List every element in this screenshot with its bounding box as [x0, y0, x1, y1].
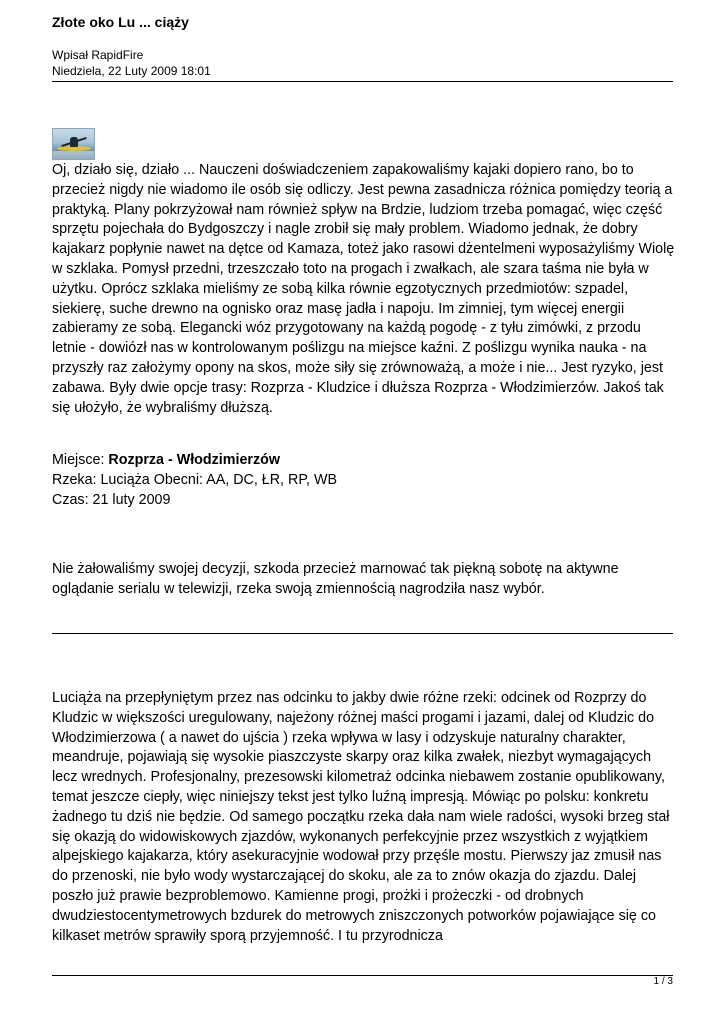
place-label: Miejsce: — [52, 452, 109, 468]
place-value: Rozprza - Włodzimierzów — [108, 452, 280, 468]
time-line: Czas: 21 luty 2009 — [52, 491, 171, 508]
river-line: Rzeka: Luciąża Obecni: AA, DC, ŁR, RP, WB — [52, 471, 337, 488]
footer-divider — [52, 975, 673, 976]
trip-info — [52, 451, 677, 510]
paddler-shape — [70, 137, 78, 147]
section-divider — [52, 633, 673, 634]
intro-paragraph: Oj, działo się, działo ... Nauczeni doświadczeniem zapakowaliśmy kajaki dopiero rano, bo to przecież nigdy nie wiadomo ile osób się odliczy. Jest pewna zasadnicza różnica pomiędzy teorią a praktyką. Plany pokrzyżował nam również spływ na Brdzie, ludziom trzeba pomagać, więc część sprzętu pojechała do Bydgoszczy i nagle zrobił się mały problem. Wiadomo jednak, że dobry kajakarz popłynie nawet na dętce od Kamaza, toteż jako rasowi dżentelmeni wyposażyliśmy Wiolę w szklaka. Pomysł przedni, trzeszczało toto na progach i zwałkach, ale szara taśma nie była w użytku. Oprócz szklaka mieliśmy ze sobą kilka równie egzotycznych przedmiotów: szpadel, siekierę, suche drewno na ognisko oraz masę jadła i napoju. Im zimniej, tym więcej energii zabieramy ze sobą. Elegancki wóz przygotowany na każdą pogodę - z tyłu zimówki, z przodu letnie - dowiózł nas w kontrolowanym poślizgu na miejsce kaźni. Z poślizgu wynika nauka - na przyszły raz założymy opony na skos, może siły się zrównoważą, a może i nie... Jest ryzyko, jest zabawa. Były dwie opcje trasy: Rozprza - Kludzice i dłuższa Rozprza - Włodzimierzów. Jakoś tak się ułożyło, że wybraliśmy dłuższą. — [52, 162, 675, 416]
article-title: Złote oko Lu ... ciąży — [52, 14, 189, 30]
body-paragraph: Luciąża na przepłyniętym przez nas odcinku to jakby dwie różne rzeki: odcinek od Rozprzy do Kludzic w większości uregulowany, najeżony różnej maści progami i jazami, dalej od Kludzic do Włodzimierzowa ( a nawet do ujścia ) rzeka wpływa w lasy i odzyskuje naturalny charakter, meandruje, pojawiają się wysokie piaszczyste skarpy oraz kilka zwałek, niezbyt wymagających lecz wrednych. Profesjonalny, prezesowski kilometraż odcinka niebawem zostanie opublikowany, temat jeszcze ciepły, więc niniejszy tekst jest tylko luźną impresją. Mówiąc po polsku: konkretu żadnego tu dziś nie będzie. Od samego początku rzeka dała nam wiele radości, wysoki brzeg stał się okazją do widowiskowych zjazdów, wykonanych perfekcyjnie przez wszystkich z wyjątkiem alpejskiego kajakarza, który asekuracyjnie wodował przy przęśle mostu. Pierwszy jaz zmusił nas do przenoski, nie było wody wystarczającej do skoku, ale za to znów okazja do zjazdu. Dalej poszło już prawie bezproblemowo. Kamienne progi, prożki i prożeczki - od drobnych dwudziestocentymetrowych bzdurek do metrowych zniszczonych potworków pojawiające się co kilkaset metrów sprawiły sporą przyjemność. I tu przyrodnicza — [52, 690, 670, 944]
article-meta — [52, 47, 211, 79]
page-number: 1 / 3 — [653, 976, 673, 987]
author-line: Wpisał RapidFire — [52, 48, 144, 62]
water-shape — [53, 151, 95, 160]
date-line: Niedziela, 22 Luty 2009 18:01 — [52, 64, 211, 78]
header-divider — [52, 81, 673, 82]
kayak-photo-thumbnail[interactable] — [52, 128, 95, 160]
place-line — [52, 451, 677, 471]
summary-paragraph: Nie żałowaliśmy swojej decyzji, szkoda przecież marnować tak piękną sobotę na aktywne oglądanie serialu w telewizji, rzeka swoją zmiennością nagrodziła nasz wybór. — [52, 561, 619, 597]
